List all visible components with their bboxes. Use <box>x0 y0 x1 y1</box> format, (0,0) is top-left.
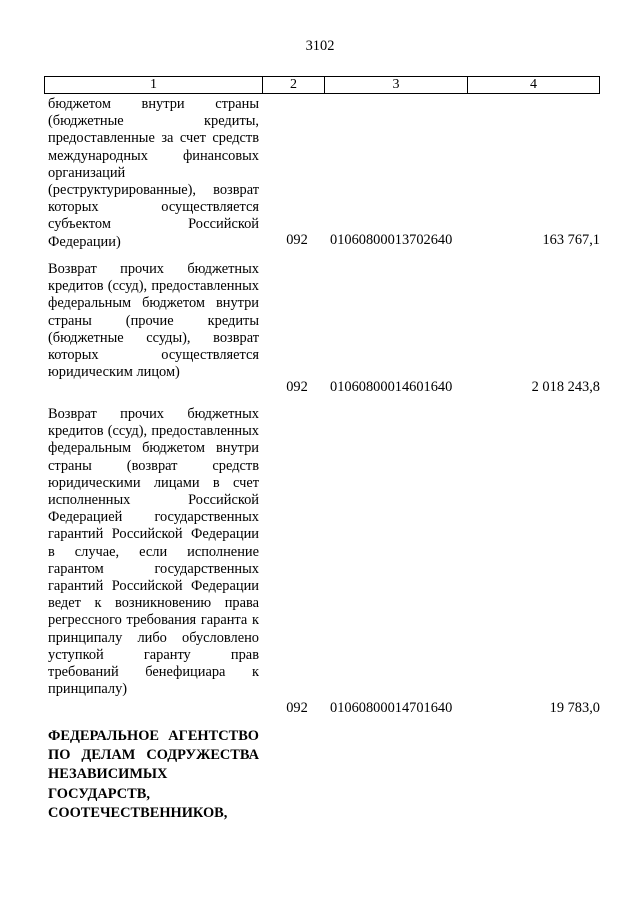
row-admin-code: 092 <box>286 232 308 248</box>
table-row <box>48 96 600 251</box>
row-admin-code: 092 <box>286 700 308 716</box>
column-header-2: 2 <box>263 77 325 93</box>
table-row <box>48 261 600 399</box>
column-header-1: 1 <box>45 77 263 93</box>
row-admin-code: 092 <box>286 379 308 395</box>
row-description: Возврат прочих бюджетных кредитов (ссуд), предоставленных федеральным бюджетом внутри страны (возврат средств юридическими лицами в счет исполненных Российской Федерацией государственных гарантий Российской Федерации в случае, если исполнение гарантом государственных гарантий Российской Федерации ведет к возникновению права регрессного требования гаранта к принципалу либо обусловлено уступкой гаранту прав требований бенефициара к принципалу) <box>48 406 259 698</box>
organization-heading: ФЕДЕРАЛЬНОЕ АГЕНТСТВО ПО ДЕЛАМ СОДРУЖЕСТВА НЕЗАВИСИМЫХ ГОСУДАРСТВ, СООТЕЧЕСТВЕННИКОВ, <box>48 728 259 821</box>
page-number: 3102 <box>305 38 335 54</box>
table-row <box>48 406 600 716</box>
table-header <box>44 76 600 94</box>
row-kbk: 01060800013702640 <box>330 232 453 248</box>
row-amount: 163 767,1 <box>542 232 600 248</box>
column-header-4: 4 <box>530 77 537 92</box>
row-description: Возврат прочих бюджетных кредитов (ссуд), предоставленных федеральным бюджетом внутри страны (прочие кредиты (бюджетные ссуды), возврат которых осуществляется юридическим лицом) <box>48 261 259 381</box>
column-header-3: 3 <box>325 77 468 93</box>
row-amount: 19 783,0 <box>549 700 600 716</box>
row-kbk: 01060800014601640 <box>330 379 453 395</box>
row-kbk: 01060800014701640 <box>330 700 453 716</box>
row-description: бюджетом внутри страны (бюджетные кредиты, предоставленные за счет средств международных финансовых организаций (реструктурированные), возврат которых осуществляется субъектом Российской Федерации) <box>48 96 259 250</box>
row-amount: 2 018 243,8 <box>531 379 600 395</box>
